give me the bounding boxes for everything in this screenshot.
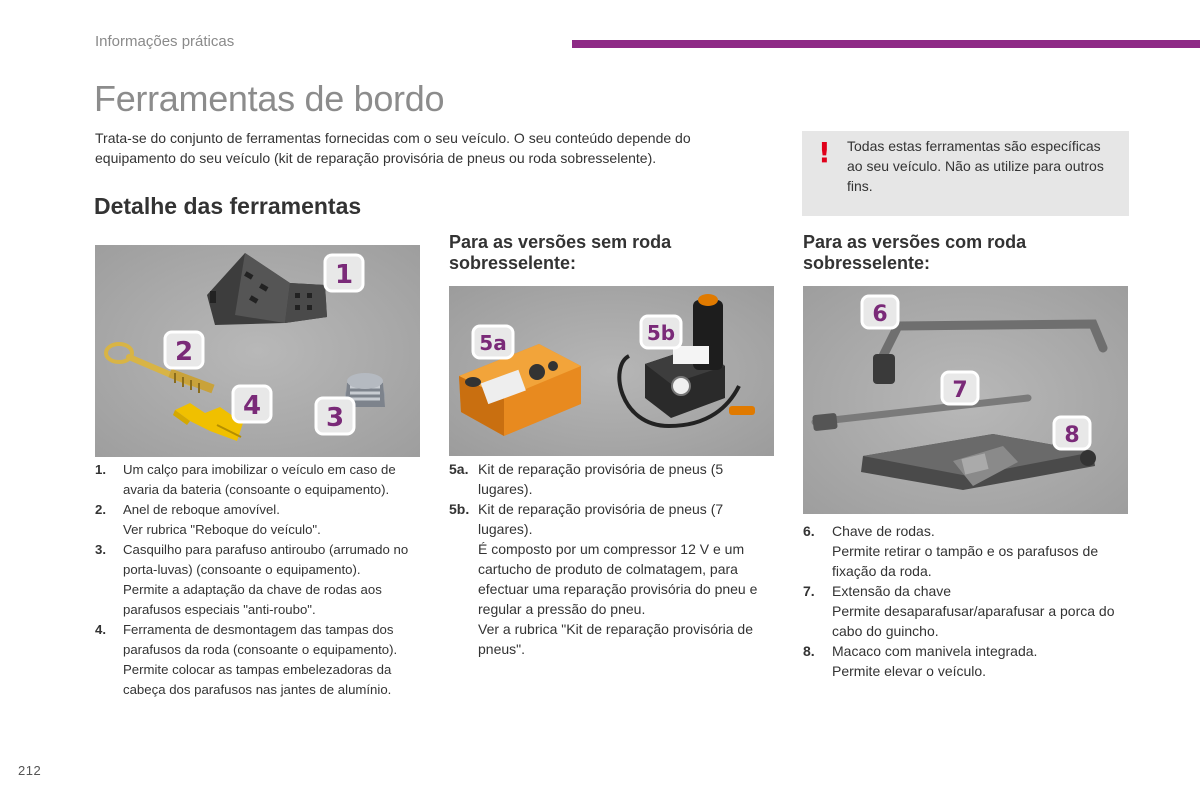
badge-7 <box>942 372 978 404</box>
item-text: Extensão da chave <box>832 583 952 599</box>
item-number: 8. <box>803 643 815 659</box>
heading-without-spare: Para as versões sem roda sobresselente: <box>449 232 672 273</box>
badge-4 <box>233 386 271 422</box>
list-item <box>95 620 425 700</box>
item-text: Permite elevar o veículo. <box>832 663 987 679</box>
item-text: Casquilho para parafuso antiroubo (arrumado no porta-luvas) (consoante o equipamento). <box>123 542 409 577</box>
item-text: Permite retirar o tampão e os parafusos de fixação da roda. <box>832 543 1099 579</box>
item-text: Macaco com manivela integrada. <box>832 643 1038 659</box>
item-text: Permite desaparafusar/aparafusar a porca do cabo do guincho. <box>832 603 1115 639</box>
badge-1-label: 1 <box>334 260 354 290</box>
badge-2-label: 2 <box>174 337 194 367</box>
badge-4-label: 4 <box>242 391 262 421</box>
item-text: Um calço para imobilizar o veículo em caso de avaria da bateria (consoante o equipamento). <box>123 462 396 497</box>
badge-1 <box>325 255 363 291</box>
item-number: 6. <box>803 523 815 539</box>
item-number: 3. <box>95 542 106 557</box>
badge-2 <box>165 332 203 368</box>
item-number: 4. <box>95 622 106 637</box>
item-text: Permite a adaptação da chave de rodas aos parafusos especiais "anti-roubo". <box>123 582 382 617</box>
item-text: É composto por um compressor 12 V e um cartucho de produto de colmatagem, para efectuar uma reparação provisória do pneu e regular a pressão do pneu. <box>478 541 758 617</box>
badge-5a <box>473 326 513 358</box>
without-spare-list <box>449 459 779 659</box>
item-number: 7. <box>803 583 815 599</box>
badge-6-label: 6 <box>872 302 888 327</box>
with-spare-list <box>803 521 1133 681</box>
page-number: 212 <box>18 763 42 778</box>
list-item <box>803 581 1133 641</box>
badge-7-label: 7 <box>952 378 968 403</box>
item-number: 5b. <box>449 501 470 517</box>
item-text: Permite colocar as tampas embelezadoras da cabeça dos parafusos nas jantes de alumínio. <box>123 662 392 697</box>
warning-text: Todas estas ferramentas são específicas ao seu veículo. Não as utilize para outros fins. <box>847 138 1104 194</box>
item-text: Chave de rodas. <box>832 523 935 539</box>
page-title: Ferramentas de bordo <box>94 78 445 119</box>
exclamation-icon: ! <box>818 136 831 169</box>
list-item <box>803 521 1133 581</box>
badge-5b <box>641 316 681 348</box>
item-number: 1. <box>95 462 106 477</box>
list-item <box>95 460 425 500</box>
item-text: Ver rubrica "Reboque do veículo". <box>123 522 321 537</box>
tools-photo-general <box>95 245 420 457</box>
intro-paragraph: Trata-se do conjunto de ferramentas fornecidas com o seu veículo. O seu conteúdo depende do equipamento do seu veículo (kit de reparação provisória de pneus ou roda sobresselente). <box>95 130 691 166</box>
section-label: Informações práticas <box>95 33 235 50</box>
item-number: 2. <box>95 502 106 517</box>
detail-heading: Detalhe das ferramentas <box>94 193 362 219</box>
badge-8-label: 8 <box>1064 423 1080 448</box>
general-tools-list <box>95 460 425 700</box>
item-text: Ferramenta de desmontagem das tampas dos parafusos da roda (consoante o equipamento). <box>123 622 398 657</box>
badge-6 <box>862 296 898 328</box>
list-item <box>95 540 425 620</box>
badge-8 <box>1054 417 1090 449</box>
header-accent-bar <box>572 40 1200 48</box>
list-item <box>803 641 1133 681</box>
tools-photo-repair-kits <box>449 286 774 456</box>
item-text: Kit de reparação provisória de pneus (7 lugares). <box>478 501 724 537</box>
list-item <box>95 500 425 540</box>
item-text: Anel de reboque amovível. <box>123 502 280 517</box>
heading-with-spare: Para as versões com roda sobresselente: <box>803 232 1027 273</box>
item-text: Ver a rubrica "Kit de reparação provisória de pneus". <box>478 621 754 657</box>
badge-3-label: 3 <box>325 403 345 433</box>
item-number: 5a. <box>449 461 469 477</box>
list-item <box>449 499 779 659</box>
item-text: Kit de reparação provisória de pneus (5 lugares). <box>478 461 724 497</box>
badge-5b-label: 5b <box>646 321 676 345</box>
badge-5a-label: 5a <box>479 331 507 355</box>
list-item <box>449 459 779 499</box>
badge-3 <box>316 398 354 434</box>
tools-photo-spare-wheel <box>803 286 1128 514</box>
